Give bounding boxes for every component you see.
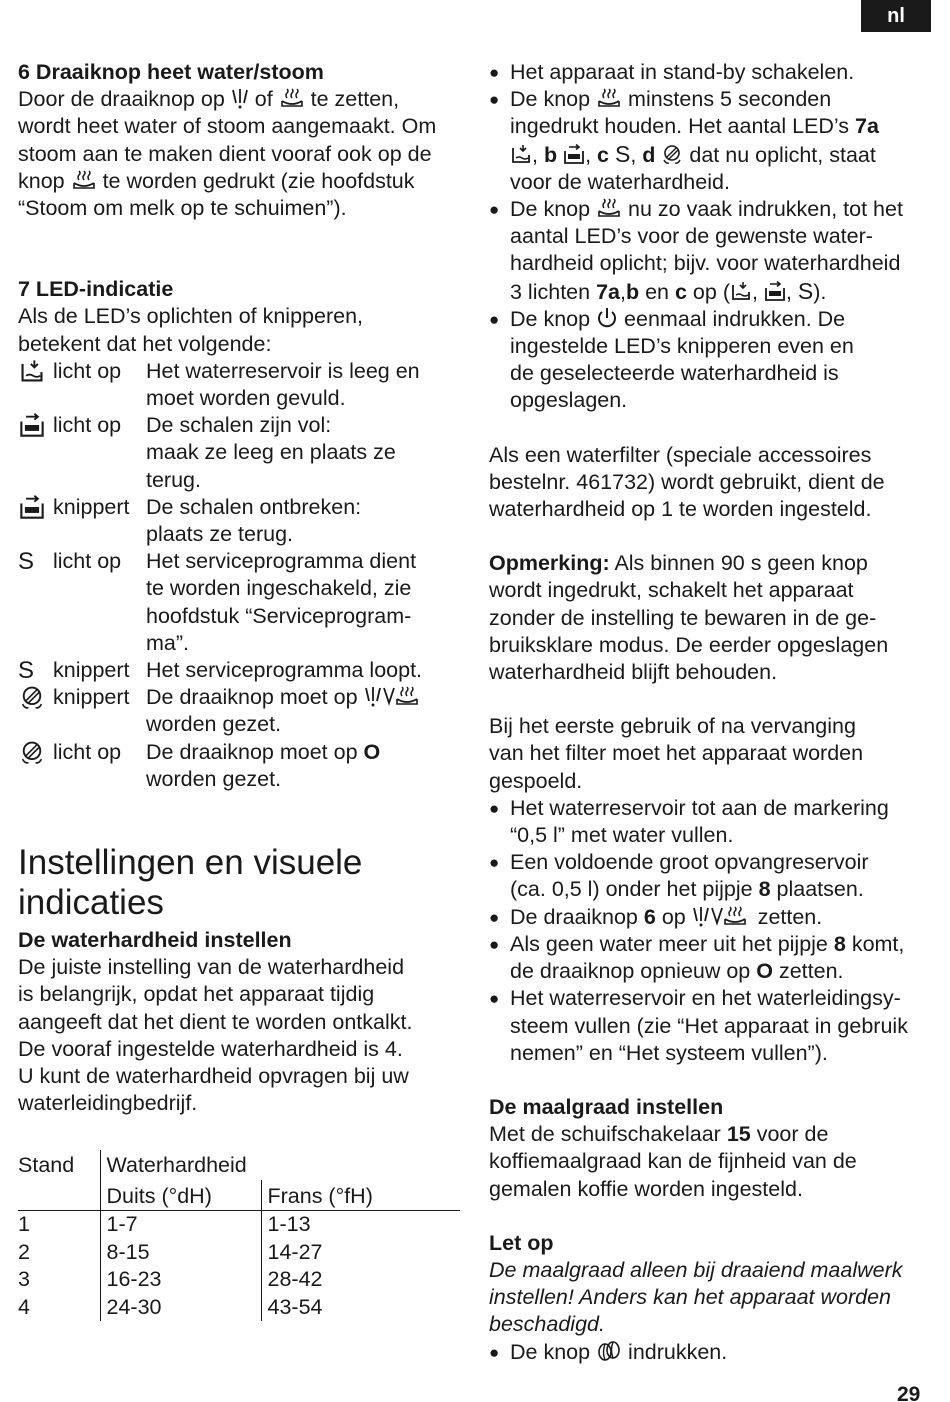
drip-tray-icon [18,494,46,520]
left-column [18,59,458,1321]
water-hardness-table [18,1150,460,1321]
water-tank-icon [18,358,46,384]
list-item: ● De knop eenmaal indrukken. De ingestelde LED’s knipperen even en de geselecteerde waterhardheid is opgeslagen. [489,306,939,415]
led-row: knippert De schalen ontbreken: plaats ze terug. [18,494,458,548]
drip-tray-icon [563,143,585,165]
drip-tray-icon [18,412,46,438]
language-tab: nl [861,0,931,32]
water-hardness-title: De waterhardheid instellen [18,928,292,953]
grind-title: De maalgraad instellen [489,1094,724,1119]
grind-text: Met de schuifschakelaar 15 voor de koffiemaalgraad kan de fijnheid van de gemalen koffie worden ingesteld. [489,1122,857,1201]
list-item: ● Het waterreservoir tot aan de markering “0,5 l” met water vullen. [489,795,939,849]
table-header-waterhardness: Waterhardheid [100,1150,460,1180]
table-header-duits: Duits (°dH) [100,1180,261,1211]
water-tank-icon [510,143,532,165]
list-item: ● Het waterreservoir en het waterleidingsy- steem vullen (zie “Het apparaat in gebruik nemen” en “Het systeem vullen”). [489,985,939,1067]
grinder-icon [596,1340,622,1362]
filter-paragraph: Als een waterfilter (speciale accessoires bestelnr. 461732) wordt gebruikt, dient de waterhardheid op 1 te worden ingesteld. [489,442,885,522]
service-icon: S [18,548,35,576]
table-row: 2 8-15 14-27 [18,1238,460,1266]
list-item: ● De knop indrukken. [489,1339,939,1366]
list-item: ● Als geen water meer uit het pijpje 8 komt, de draaiknop opnieuw op O zetten. [489,931,939,985]
settings-heading: Instellingen en visuele indicaties [18,843,363,923]
table-row: 1 1-7 1-13 [18,1211,460,1239]
section-6-text: Door de draaiknop op of te zetten, wordt heet water of stoom aangemaakt. Om stoom aan te maken dient vooraf ook op de knop te worden gedrukt (zie hoofdstuk “Stoom om melk op te schuimen”). [18,87,437,221]
note-paragraph: Opmerking: Als binnen 90 s geen knop wordt ingedrukt, schakelt het apparaat zonder de instelling te bewaren in de ge- bruiksklare modus. De eerder opgeslagen waterhardheid blijft behouden. [489,551,889,685]
led-row: licht op De draaiknop moet op O worden gezet. [18,739,458,793]
list-item: ● De knop minstens 5 seconden ingedrukt houden. Het aantal LED’s 7a , b , c S, d dat nu oplicht, staat voor de waterhardheid. [489,86,939,196]
steam-icon [279,87,305,109]
service-icon: S [18,657,35,685]
page-number: 29 [897,1383,921,1402]
rotary-knob-icon [18,739,46,765]
list-item: ● Een voldoende groot opvangreservoir (ca. 0,5 l) onder het pijpje 8 plaatsen. [489,849,939,903]
right-column [489,59,939,1366]
led-list [18,358,458,793]
steam-button-icon [596,197,622,219]
list-item: ● De knop nu zo vaak indrukken, tot het aantal LED’s voor de gewenste water- hardheid oplicht; bijv. voor waterhardheid 3 lichten 7a,b en c op ( , , S). [489,196,939,306]
table-row: 3 16-23 28-42 [18,1266,460,1294]
list-item: ● Het apparaat in stand-by schakelen. [489,59,939,86]
steam-button-icon [596,87,622,109]
led-row: licht op Het waterreservoir is leeg en moet worden gevuld. [18,358,458,412]
table-row: 4 24-30 43-54 [18,1293,460,1321]
water-hardness-text: De juiste instelling van de waterhardheid is belangrijk, opdat het apparaat tijdig aangeeft dat het dient te worden ontkalkt. De vooraf ingestelde waterhardheid is 4. U kunt de waterhardheid opvragen bij uw waterleidingbedrijf. [18,955,413,1116]
water-tank-icon [730,280,752,302]
hot-water-steam-icon [692,905,752,927]
led-row: S knippert Het serviceprogramma loopt. [18,657,423,685]
section-6-title: 6 Draaiknop heet water/stoom [18,60,324,84]
table-header-frans: Frans (°fH) [261,1180,460,1211]
hot-water-icon [231,87,249,109]
steam-button-icon [71,169,97,191]
service-icon: S [797,277,814,304]
section-7-intro: Als de LED’s oplichten of knipperen, betekent dat het volgende: [18,304,364,356]
table-header-stand: Stand [18,1153,75,1178]
led-row: S licht op Het serviceprogramma dient te worden ingeschakeld, zie hoofdstuk “Serviceprogram- ma”. [18,548,417,655]
list-item: ● De draaiknop 6 op zetten. [489,904,939,931]
drip-tray-icon [764,280,786,302]
section-7-title: 7 LED-indicatie [18,277,174,302]
power-icon [596,307,618,329]
off-symbol: O [363,739,381,764]
rotary-knob-icon [18,684,46,710]
led-row: knippert De draaiknop moet op worden gezet. [18,684,458,738]
first-use-paragraph: Bij het eerste gebruik of na vervanging van het filter moet het apparaat worden gespoeld. [489,714,864,793]
caution-text: De maalgraad alleen bij draaiend maalwerk instellen! Anders kan het apparaat worden beschadigd. [489,1257,903,1337]
led-row: licht op De schalen zijn vol: maak ze leeg en plaats ze terug. [18,412,458,494]
service-icon: S [614,140,631,167]
caution-title: Let op [489,1230,554,1255]
hot-water-steam-icon [364,685,424,707]
rotary-knob-icon [661,143,683,165]
